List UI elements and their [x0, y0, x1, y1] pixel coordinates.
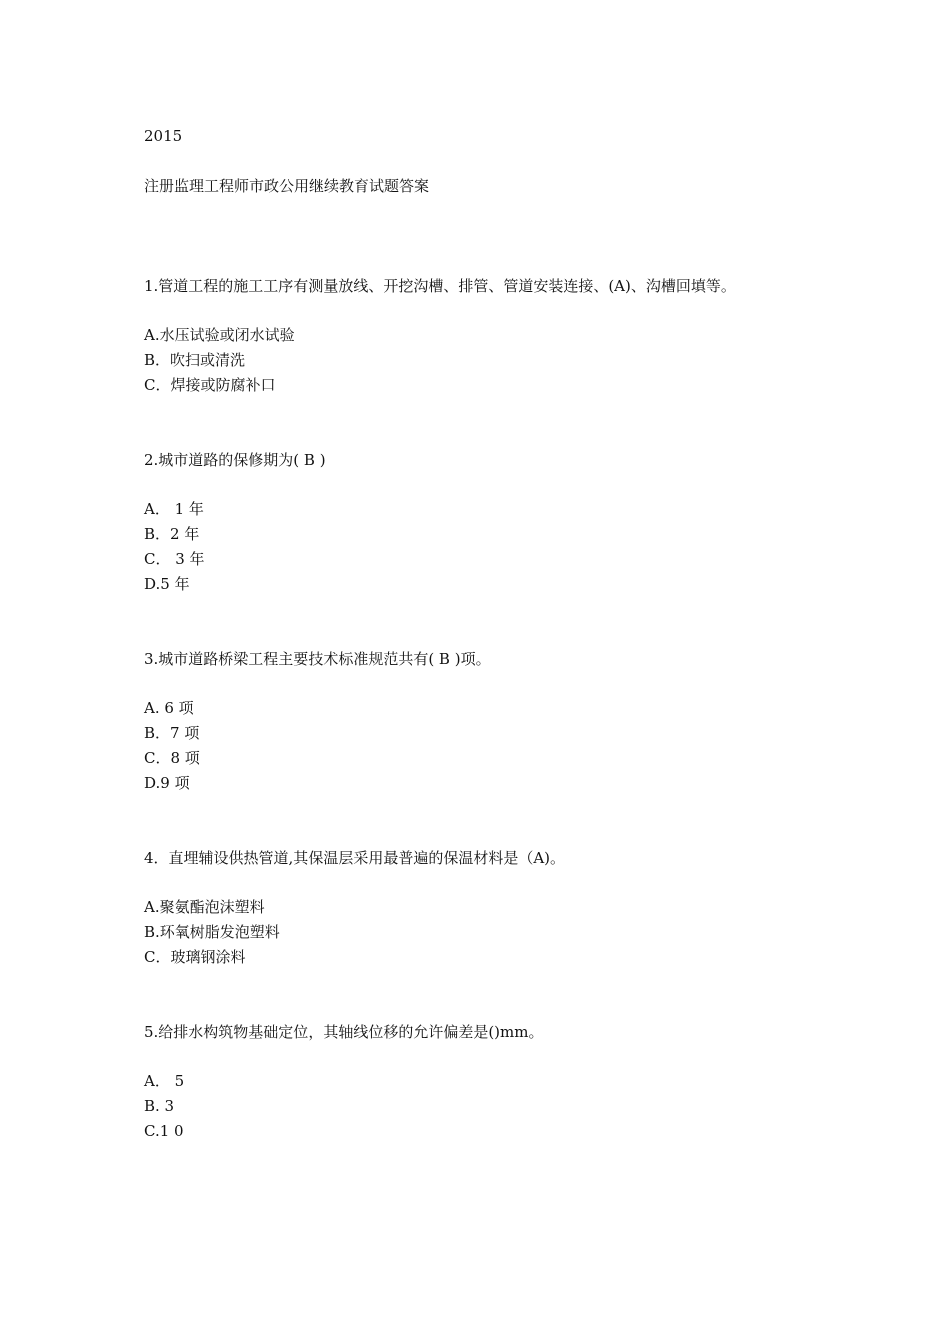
question-4-option-a: A.聚氨酯泡沫塑料: [144, 898, 265, 916]
question-3-option-a: A. 6 项: [144, 699, 194, 717]
doc-title: 注册监理工程师市政公用继续教育试题答案: [144, 177, 430, 195]
question-5-option-b: B. 3: [144, 1097, 175, 1115]
question-3-option-c: C．8 项: [144, 749, 200, 767]
question-4-option-c: C．玻璃钢涂料: [144, 948, 246, 966]
question-4-text: 4．直埋辅设供热管道,其保温层采用最普遍的保温材料是（A)。: [144, 849, 565, 867]
question-3-text: 3.城市道路桥梁工程主要技术标准规范共有( B )项。: [144, 650, 491, 668]
question-5-text: 5.给排水构筑物基础定位，其轴线位移的允许偏差是()mm。: [144, 1023, 544, 1041]
question-3-option-b: B．7 项: [144, 724, 200, 742]
question-1-option-b: B．吹扫或清洗: [144, 351, 246, 369]
question-1-option-c: C．焊接或防腐补口: [144, 376, 276, 394]
question-2-option-b: B．2 年: [144, 525, 200, 543]
doc-year: 2015: [144, 127, 183, 145]
question-1-option-a: A.水压试验或闭水试验: [144, 326, 295, 344]
question-1-text: 1.管道工程的施工工序有测量放线、开挖沟槽、排管、管道安装连接、(A)、沟槽回填等。: [144, 277, 736, 295]
question-4-option-b: B.环氧树脂发泡塑料: [144, 923, 280, 941]
question-2-text: 2.城市道路的保修期为( B ): [144, 451, 326, 469]
question-2-option-c: C． 3 年: [144, 550, 205, 568]
question-2-option-a: A． 1 年: [144, 500, 204, 518]
question-5-option-a: A． 5: [144, 1072, 185, 1090]
question-3-option-d: D.9 项: [144, 774, 190, 792]
question-5-option-c: C.1 0: [144, 1122, 184, 1140]
question-2-option-d: D.5 年: [144, 575, 190, 593]
